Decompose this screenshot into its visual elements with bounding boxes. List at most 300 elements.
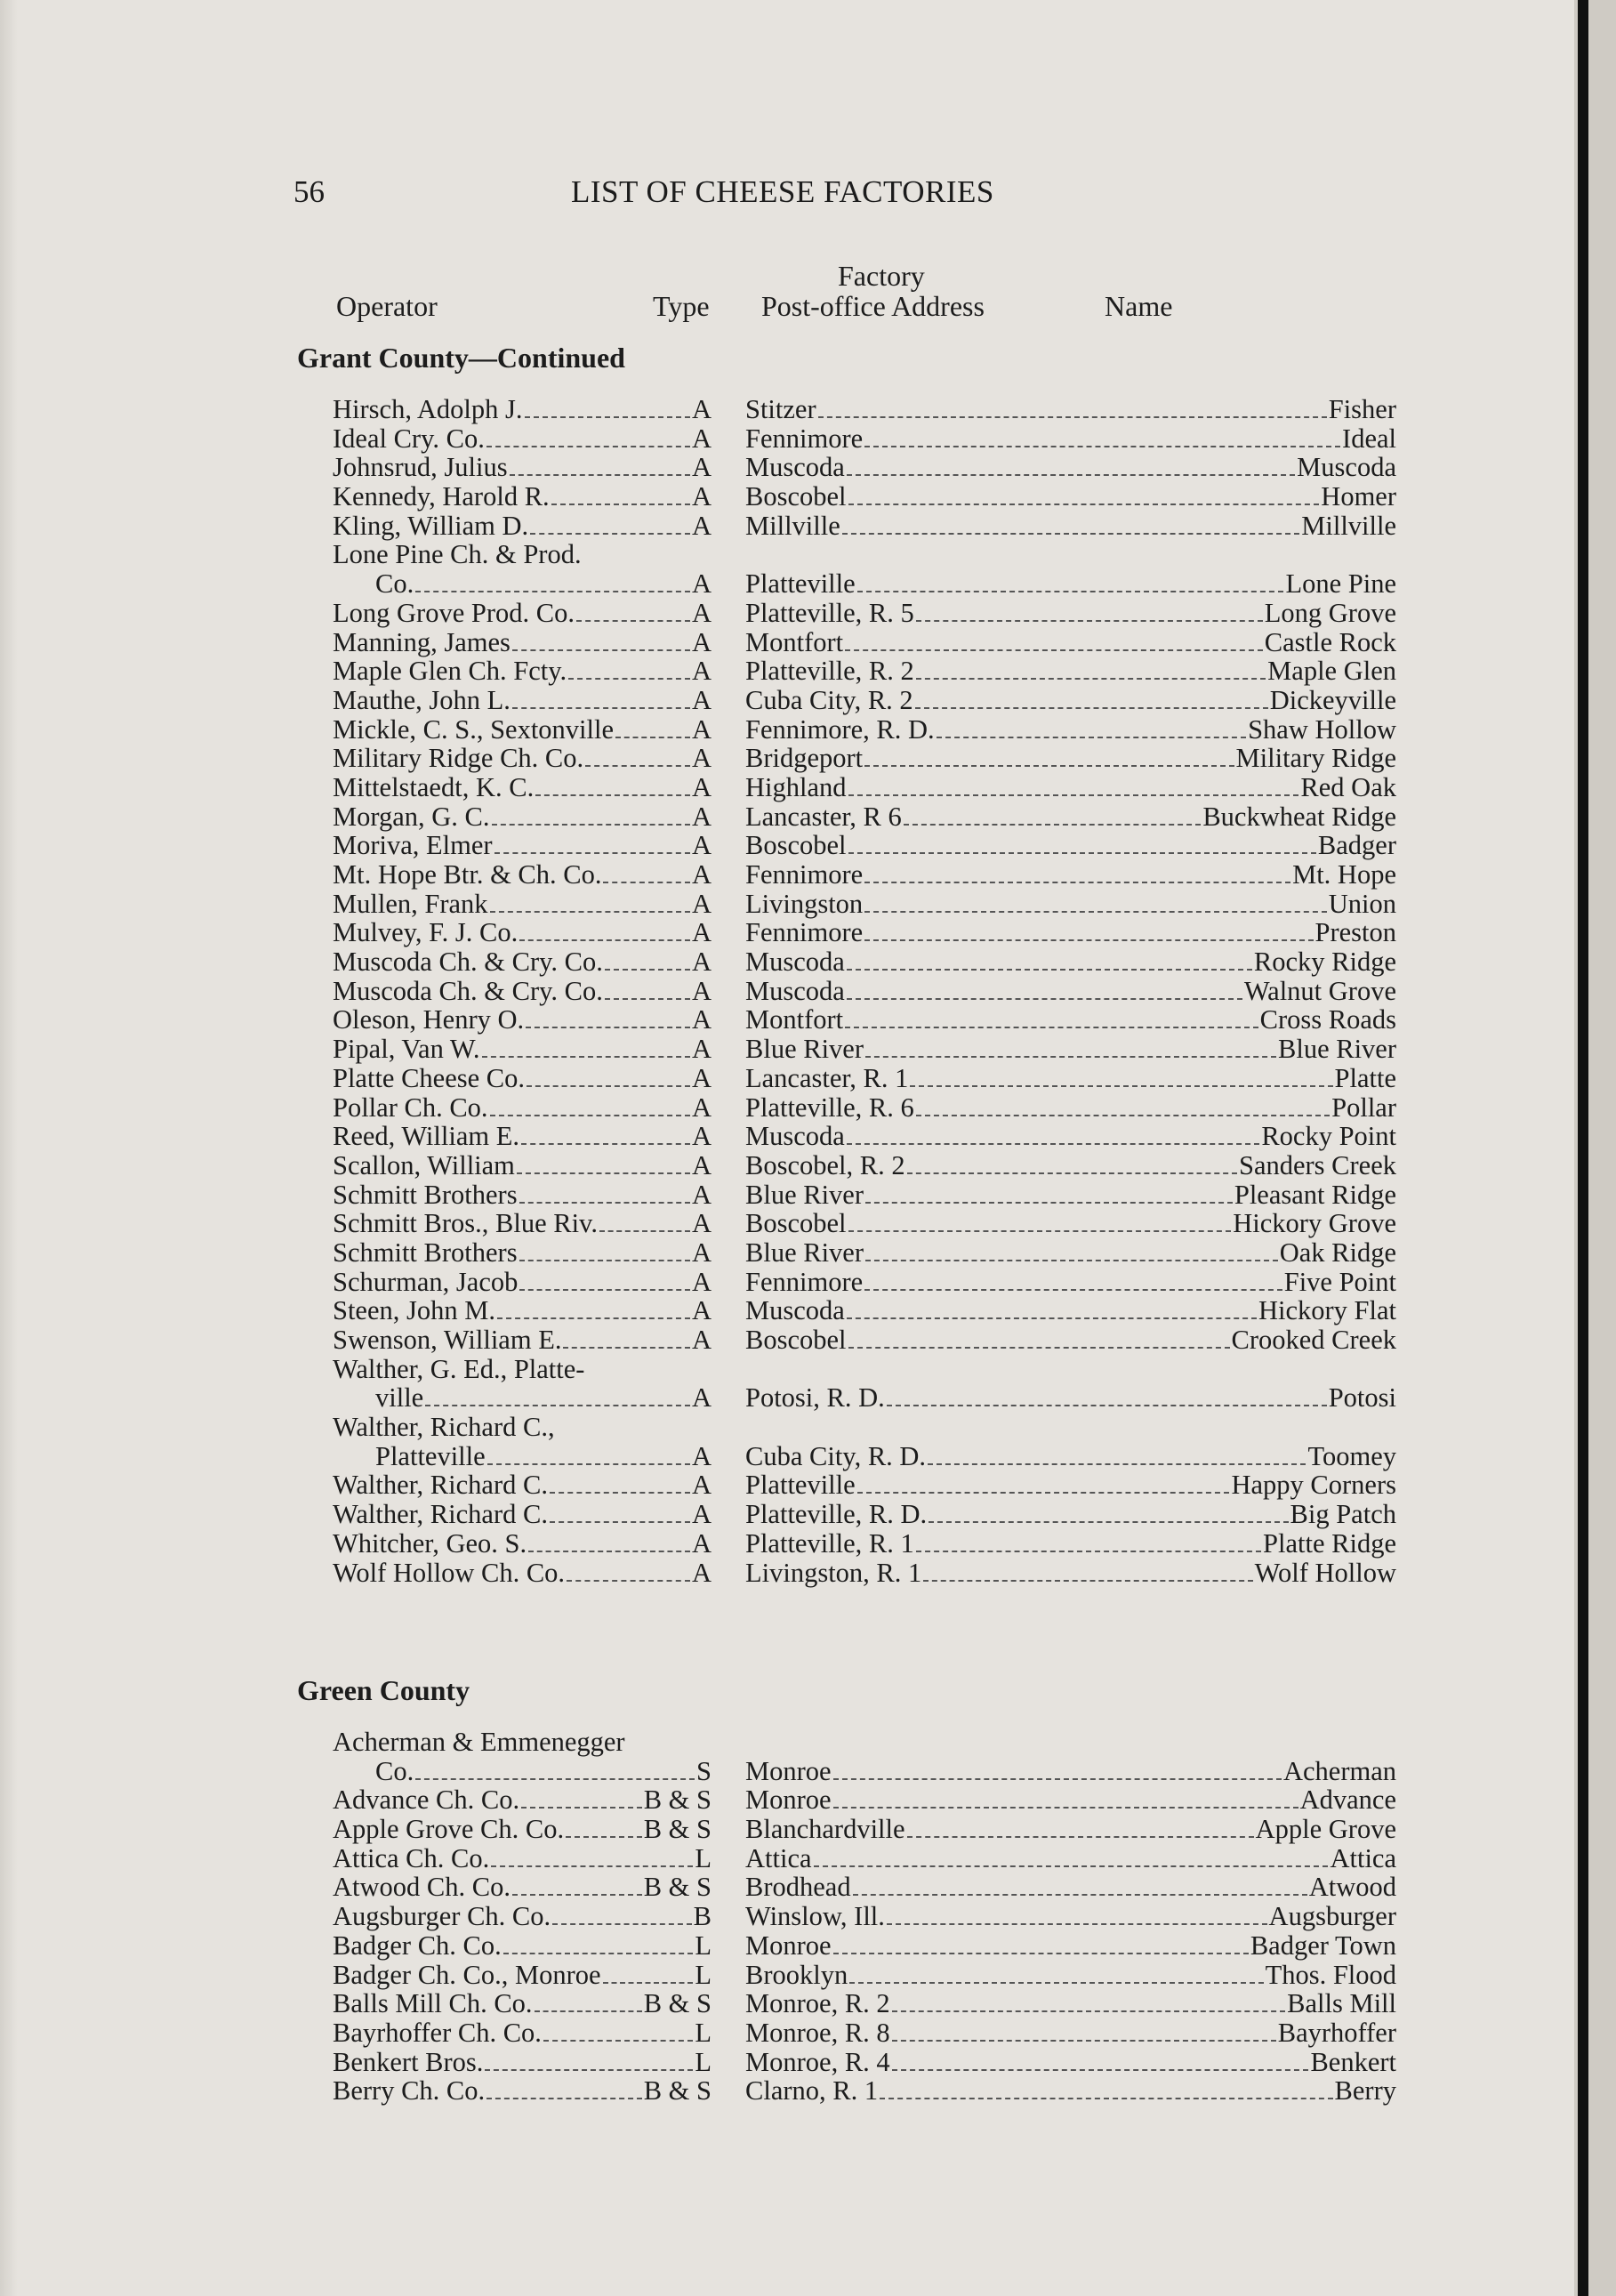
leader-dots <box>892 2069 1309 2071</box>
leader-dots <box>482 1056 690 1058</box>
factory-name: Maple Glen <box>1267 656 1396 687</box>
binding-edge-line <box>1578 0 1588 2296</box>
operator-name-line1: Lone Pine Ch. & Prod. <box>333 539 582 570</box>
leader-dots <box>603 882 689 883</box>
leader-dots <box>490 911 690 913</box>
post-office-address: Fennimore <box>745 917 864 948</box>
table-row <box>333 1004 1396 1035</box>
factory-type: A <box>691 452 712 483</box>
operator-cell <box>333 599 712 628</box>
leader-dots <box>599 1230 690 1232</box>
leader-dots <box>605 998 690 1000</box>
factory-name: Long Grove <box>1264 597 1396 628</box>
post-office-address: Muscoda <box>745 947 845 978</box>
table-row <box>333 423 1396 454</box>
leader-dots <box>415 591 690 592</box>
post-office-address: Muscoda <box>745 1295 845 1326</box>
operator-name: Hirsch, Adolph J. <box>333 394 523 424</box>
address-name-cell <box>745 1902 1396 1931</box>
operator-cell <box>333 1961 712 1990</box>
factory-type: A <box>691 1499 712 1530</box>
factory-name: Thos. Flood <box>1265 1959 1396 1990</box>
address-name-cell <box>745 1064 1396 1093</box>
address-name-cell <box>745 1238 1396 1268</box>
table-row <box>333 947 1396 978</box>
factory-type: A <box>691 1266 712 1297</box>
leader-dots <box>847 969 1252 971</box>
table-row <box>333 1295 1396 1326</box>
leader-dots <box>526 1027 690 1028</box>
table-row <box>333 1149 1396 1180</box>
operator-cell <box>333 1355 712 1413</box>
factory-name: Rocky Ridge <box>1253 947 1396 978</box>
factory-name: Platte <box>1334 1062 1396 1093</box>
post-office-address: Platteville, R. 1 <box>745 1527 914 1559</box>
table-row <box>333 1784 1396 1816</box>
factory-name: Five Point <box>1283 1266 1396 1297</box>
operator-cell <box>333 453 712 482</box>
operator-cell <box>333 2018 712 2048</box>
leader-dots <box>497 1317 690 1319</box>
operator-name: Attica Ch. Co. <box>333 1842 490 1873</box>
factory-type: A <box>691 830 712 861</box>
table-row <box>333 597 1396 628</box>
post-office-address: Monroe, R. 4 <box>745 2046 890 2077</box>
factory-name: Sanders Creek <box>1238 1149 1396 1180</box>
leader-dots <box>567 1580 690 1582</box>
operator-name: Manning, James <box>333 626 511 657</box>
factory-name: Crooked Creek <box>1231 1325 1396 1356</box>
address-name-cell <box>745 686 1396 715</box>
leader-dots <box>528 1551 690 1552</box>
factory-name: Augsburger <box>1268 1901 1396 1932</box>
post-office-address: Boscobel <box>745 1325 847 1356</box>
post-office-address: Attica <box>745 1842 812 1873</box>
operator-name: Maple Glen Ch. Fcty. <box>333 656 567 687</box>
operator-name: Muscoda Ch. & Cry. Co. <box>333 947 603 978</box>
factory-type: B & S <box>643 1988 712 2019</box>
post-office-address: Platteville, R. 6 <box>745 1092 914 1123</box>
table-row <box>333 510 1396 541</box>
operator-name-line1: Acherman & Emmenegger <box>333 1727 625 1757</box>
leader-dots <box>865 1202 1233 1204</box>
post-office-address: Montfort <box>745 1004 844 1035</box>
leader-dots <box>907 1836 1254 1838</box>
leader-dots <box>551 504 690 505</box>
operator-name: Apple Grove Ch. Co. <box>333 1814 565 1845</box>
address-name-cell <box>745 1296 1396 1325</box>
post-office-address: Highland <box>745 771 847 802</box>
table-row <box>333 1470 1396 1501</box>
operator-name: Schmitt Brothers <box>333 1179 518 1210</box>
table-row <box>333 1872 1396 1903</box>
operator-cell <box>333 1238 712 1268</box>
table-row <box>333 1412 1396 1471</box>
factory-name: Muscoda <box>1297 452 1396 483</box>
table-row <box>333 539 1396 600</box>
green-county-table <box>333 1727 1396 2107</box>
factory-name: Potosi <box>1328 1382 1396 1414</box>
operator-name: Oleson, Henry O. <box>333 1004 525 1035</box>
post-office-address: Boscobel <box>745 830 847 861</box>
factory-type: A <box>691 423 712 454</box>
operator-name: Kling, William D. <box>333 510 529 541</box>
table-row <box>333 1237 1396 1268</box>
table-row <box>333 888 1396 919</box>
operator-name: Swenson, William E. <box>333 1325 562 1356</box>
operator-cell <box>333 1931 712 1961</box>
factory-type: A <box>691 626 712 657</box>
leader-dots <box>892 2040 1276 2042</box>
factory-type: A <box>691 888 712 919</box>
operator-name: Schurman, Jacob <box>333 1266 519 1297</box>
table-row <box>333 1814 1396 1845</box>
address-name-cell <box>745 1325 1396 1355</box>
factory-type: A <box>691 1062 712 1093</box>
post-office-address: Cuba City, R. 2 <box>745 684 913 715</box>
page-number: 56 <box>293 174 325 209</box>
factory-name: Lone Pine <box>1285 568 1396 600</box>
operator-cell <box>333 628 712 657</box>
leader-dots <box>415 1778 695 1780</box>
address-name-cell <box>745 1005 1396 1035</box>
address-name-cell <box>745 1844 1396 1873</box>
factory-name: Pollar <box>1331 1092 1396 1123</box>
table-row <box>333 1727 1396 1786</box>
leader-dots <box>847 1317 1257 1319</box>
address-name-cell <box>745 1757 1396 1786</box>
operator-cell <box>333 1035 712 1064</box>
operator-name: Atwood Ch. Co. <box>333 1872 511 1903</box>
post-office-address: Platteville, R. D. <box>745 1499 928 1530</box>
address-name-cell <box>745 831 1396 860</box>
leader-dots <box>491 1865 693 1867</box>
operator-cell <box>333 1122 712 1151</box>
post-office-address: Fennimore <box>745 1266 864 1297</box>
factory-type: A <box>691 1440 712 1471</box>
factory-type: A <box>691 684 712 715</box>
post-office-address: Lancaster, R 6 <box>745 801 902 832</box>
factory-name: Happy Corners <box>1231 1470 1396 1501</box>
address-name-cell <box>745 657 1396 686</box>
factory-name: Balls Mill <box>1287 1988 1396 2019</box>
post-office-address: Livingston, R. 1 <box>745 1557 922 1588</box>
operator-name: Military Ridge Ch. Co. <box>333 743 584 774</box>
operator-cell <box>333 686 712 715</box>
factory-name: Advance <box>1299 1784 1396 1816</box>
leader-dots <box>552 1923 692 1925</box>
section-title-grant-county: Grant County—Continued <box>297 342 625 374</box>
leader-dots <box>848 1347 1230 1349</box>
operator-name: Schmitt Bros., Blue Riv. <box>333 1208 598 1239</box>
leader-dots <box>519 1202 690 1204</box>
operator-cell <box>333 657 712 686</box>
operator-name: Schmitt Brothers <box>333 1237 518 1268</box>
factory-type: A <box>691 1325 712 1356</box>
address-name-cell <box>745 802 1396 832</box>
factory-type: A <box>691 656 712 687</box>
operator-name: Badger Ch. Co., Monroe <box>333 1959 601 1990</box>
table-row <box>333 626 1396 657</box>
table-row <box>333 1266 1396 1297</box>
address-name-cell <box>745 2048 1396 2077</box>
table-row <box>333 1842 1396 1873</box>
post-office-address: Lancaster, R. 1 <box>745 1062 909 1093</box>
table-row <box>333 830 1396 861</box>
leader-dots <box>848 794 1299 796</box>
operator-cell <box>333 540 712 598</box>
factory-type: B <box>693 1901 712 1932</box>
operator-name: Balls Mill Ch. Co. <box>333 1988 533 2019</box>
factory-name: Pleasant Ridge <box>1234 1179 1396 1210</box>
operator-cell <box>333 424 712 454</box>
operator-cell <box>333 482 712 512</box>
address-name-cell <box>745 947 1396 977</box>
operator-cell <box>333 1064 712 1093</box>
leader-dots <box>510 474 690 476</box>
table-row <box>333 1929 1396 1961</box>
address-name-cell <box>745 569 1396 599</box>
operator-name: Ideal Cry. Co. <box>333 423 485 454</box>
address-name-cell <box>745 453 1396 482</box>
factory-type: A <box>691 1179 712 1210</box>
leader-dots <box>857 1492 1230 1494</box>
factory-type: B & S <box>643 1872 712 1903</box>
post-office-address: Monroe, R. 8 <box>745 2017 890 2048</box>
factory-name: Shaw Hollow <box>1248 713 1396 745</box>
post-office-address: Boscobel <box>745 1208 847 1239</box>
address-name-cell <box>745 424 1396 454</box>
leader-dots <box>512 707 690 709</box>
factory-name: Benkert <box>1310 2046 1396 2077</box>
address-name-cell <box>745 1529 1396 1559</box>
post-office-address: Millville <box>745 510 840 541</box>
leader-dots <box>814 1865 1329 1867</box>
operator-name: Walther, Richard C. <box>333 1499 548 1530</box>
leader-dots <box>864 939 1313 941</box>
post-office-address: Blue River <box>745 1179 864 1210</box>
leader-dots <box>512 649 690 651</box>
factory-name: Military Ridge <box>1235 743 1396 774</box>
post-office-address: Muscoda <box>745 452 845 483</box>
post-office-address: Brodhead <box>745 1872 851 1903</box>
leader-dots <box>543 2040 693 2042</box>
table-row <box>333 1499 1396 1530</box>
operator-cell <box>333 1093 712 1123</box>
operator-cell <box>333 1268 712 1297</box>
leader-dots <box>494 852 690 854</box>
table-row <box>333 394 1396 424</box>
table-row <box>333 1959 1396 1990</box>
post-office-address: Montfort <box>745 626 844 657</box>
factory-type: A <box>691 1149 712 1180</box>
operator-name: Mauthe, John L. <box>333 684 511 715</box>
operator-name: Pipal, Van W. <box>333 1034 480 1065</box>
operator-name: Scallon, William <box>333 1149 515 1180</box>
leader-dots <box>848 1230 1232 1232</box>
factory-name: Mt. Hope <box>1292 859 1396 890</box>
operator-cell <box>333 2048 712 2077</box>
column-header-factory: Factory <box>838 260 925 292</box>
operator-cell <box>333 773 712 802</box>
operator-name: ville <box>375 1382 424 1414</box>
operator-name: Badger Ch. Co. <box>333 1929 502 1961</box>
leader-dots <box>864 911 1327 913</box>
address-name-cell <box>745 1180 1396 1210</box>
column-header-address: Post-office Address <box>761 290 985 322</box>
operator-cell <box>333 744 712 773</box>
post-office-address: Stitzer <box>745 394 816 424</box>
table-row <box>333 1034 1396 1065</box>
post-office-address: Platteville <box>745 568 856 600</box>
post-office-address: Muscoda <box>745 975 845 1006</box>
factory-type: A <box>691 947 712 978</box>
leader-dots <box>519 1260 690 1261</box>
factory-type: A <box>691 1557 712 1588</box>
column-header-operator: Operator <box>336 290 438 322</box>
table-row <box>333 1527 1396 1559</box>
leader-dots <box>486 446 690 447</box>
factory-name: Ideal <box>1342 423 1396 454</box>
table-row <box>333 481 1396 512</box>
table-row <box>333 713 1396 745</box>
table-row <box>333 1901 1396 1932</box>
address-name-cell <box>745 1122 1396 1151</box>
factory-name: Badger Town <box>1250 1929 1396 1961</box>
post-office-address: Platteville, R. 5 <box>745 597 914 628</box>
factory-name: Apple Grove <box>1255 1814 1396 1845</box>
post-office-address: Monroe <box>745 1755 832 1786</box>
operator-name: Benkert Bros. <box>333 2046 484 2077</box>
factory-name: Atwood <box>1308 1872 1396 1903</box>
operator-name: Long Grove Prod. Co. <box>333 597 575 628</box>
address-name-cell <box>745 977 1396 1006</box>
operator-name: Reed, William E. <box>333 1121 519 1152</box>
operator-cell <box>333 1902 712 1931</box>
factory-name: Platte Ridge <box>1263 1527 1396 1559</box>
leader-dots <box>857 591 1284 592</box>
factory-type: A <box>691 394 712 424</box>
operator-name: Advance Ch. Co. <box>333 1784 520 1816</box>
leader-dots <box>848 852 1316 854</box>
operator-cell <box>333 1005 712 1035</box>
address-name-cell <box>745 1559 1396 1588</box>
column-header-name: Name <box>1105 290 1173 322</box>
factory-type: A <box>691 510 712 541</box>
factory-name: Preston <box>1315 917 1396 948</box>
factory-name: Berry <box>1334 2075 1396 2107</box>
post-office-address: Potosi, R. D. <box>745 1382 885 1414</box>
factory-name: Buckwheat Ridge <box>1202 801 1396 832</box>
table-row <box>333 1325 1396 1356</box>
address-name-cell <box>745 1931 1396 1961</box>
operator-cell <box>333 1500 712 1529</box>
factory-type: L <box>695 2046 712 2077</box>
address-name-cell <box>745 744 1396 773</box>
factory-type: A <box>691 481 712 512</box>
post-office-address: Fennimore <box>745 859 864 890</box>
factory-name: Castle Rock <box>1264 626 1396 657</box>
factory-type: A <box>691 859 712 890</box>
post-office-address: Brooklyn <box>745 1959 848 1990</box>
address-name-cell <box>745 1785 1396 1815</box>
leader-dots <box>615 737 690 738</box>
operator-name: Pollar Ch. Co. <box>333 1092 488 1123</box>
post-office-address: Monroe, R. 2 <box>745 1988 890 2019</box>
address-name-cell <box>745 599 1396 628</box>
leader-dots <box>864 446 1340 447</box>
table-row <box>333 2046 1396 2077</box>
post-office-address: Clarno, R. 1 <box>745 2075 879 2107</box>
leader-dots <box>915 707 1268 709</box>
factory-type: A <box>691 917 712 948</box>
leader-dots <box>892 2010 1285 2012</box>
leader-dots <box>847 474 1295 476</box>
factory-name: Wolf Hollow <box>1254 1557 1396 1588</box>
operator-name: Moriva, Elmer <box>333 830 493 861</box>
factory-type: A <box>691 1382 712 1414</box>
address-name-cell <box>745 890 1396 919</box>
factory-name: Big Patch <box>1290 1499 1396 1530</box>
operator-name: Platte Cheese Co. <box>333 1062 526 1093</box>
table-row <box>333 1179 1396 1210</box>
leader-dots <box>845 1027 1258 1028</box>
operator-cell <box>333 1470 712 1500</box>
factory-name: Homer <box>1321 481 1396 512</box>
address-name-cell <box>745 1470 1396 1500</box>
operator-cell <box>333 2076 712 2106</box>
table-row <box>333 801 1396 832</box>
factory-name: Dickeyville <box>1269 684 1396 715</box>
post-office-address: Blanchardville <box>745 1814 905 1845</box>
address-name-cell <box>745 628 1396 657</box>
post-office-address: Platteville, R. 2 <box>745 656 914 687</box>
address-name-cell <box>745 395 1396 424</box>
post-office-address: Monroe <box>745 1784 832 1816</box>
leader-dots <box>904 824 1202 826</box>
address-name-cell <box>745 482 1396 512</box>
operator-name-line1: Walther, G. Ed., Platte- <box>333 1353 585 1384</box>
factory-name: Cross Roads <box>1259 1004 1396 1035</box>
operator-cell <box>333 1296 712 1325</box>
operator-cell <box>333 1529 712 1559</box>
address-name-cell <box>745 1383 1396 1413</box>
table-row <box>333 1062 1396 1093</box>
factory-name: Millville <box>1301 510 1396 541</box>
operator-name: Mittelstaedt, K. C. <box>333 771 535 802</box>
page-header <box>293 174 1094 219</box>
operator-cell <box>333 512 712 541</box>
leader-dots <box>923 1580 1252 1582</box>
post-office-address: Fennimore, R. D. <box>745 713 935 745</box>
leader-dots <box>865 1260 1278 1261</box>
leader-dots <box>521 1807 642 1809</box>
factory-type: A <box>691 597 712 628</box>
post-office-address: Fennimore <box>745 423 864 454</box>
leader-dots <box>485 2069 693 2071</box>
address-name-cell <box>745 1035 1396 1064</box>
leader-dots <box>535 794 690 796</box>
operator-name: Augsburger Ch. Co. <box>333 1901 551 1932</box>
factory-type: A <box>691 1470 712 1501</box>
table-row <box>333 1208 1396 1239</box>
post-office-address: Winslow, Ill. <box>745 1901 885 1932</box>
leader-dots <box>550 1492 690 1494</box>
factory-name: Badger <box>1317 830 1396 861</box>
table-row <box>333 1121 1396 1152</box>
leader-dots <box>833 1778 1282 1780</box>
post-office-address: Blue River <box>745 1034 864 1065</box>
